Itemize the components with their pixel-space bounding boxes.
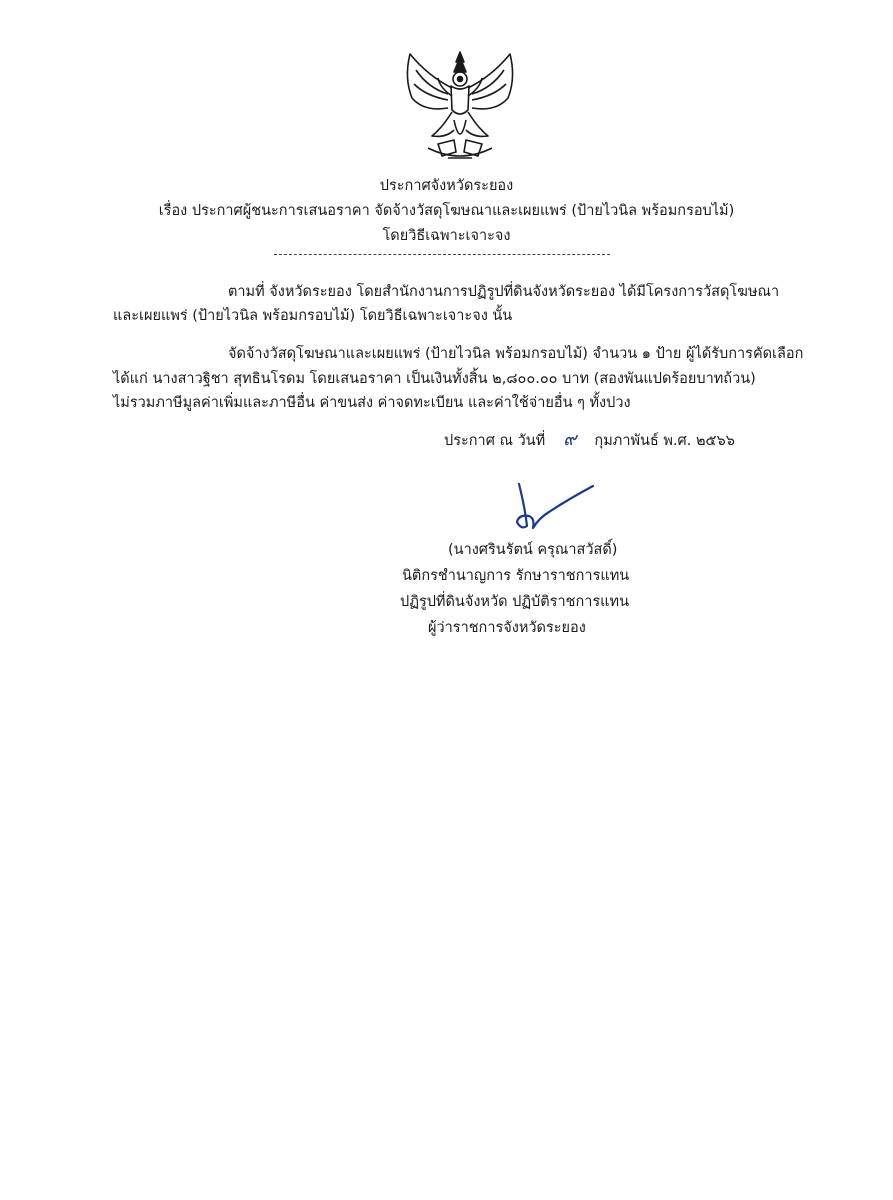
paragraph-2-line-1: จัดจ้างวัสดุโฆษณาและเผยแพร่ (ป้ายไวนิล พร้อมกรอบไม้) จำนวน ๑ ป้าย ผู้ได้รับการคัดเลือก — [228, 346, 804, 362]
announce-date — [444, 430, 735, 451]
signatory-position-1: นิติกรชำนาญการ รักษาราชการแทน — [402, 568, 630, 584]
announce-date-month-year: กุมภาพันธ์ พ.ศ. ๒๕๖๖ — [594, 433, 735, 449]
paragraph-1-line-1: ตามที่ จังหวัดระยอง โดยสำนักงานการปฏิรูปที่ดินจังหวัดระยอง ได้มีโครงการวัสดุโฆษณา — [228, 284, 780, 300]
handwritten-signature — [505, 478, 601, 536]
garuda-emblem-icon — [398, 48, 522, 164]
announce-date-prefix: ประกาศ ณ วันที่ — [444, 433, 546, 449]
paragraph-2-line-2: ได้แก่ นางสาวฐิชา สุทธินโรดม โดยเสนอราคา เป็นเงินทั้งสิ้น ๒,๘๐๐.๐๐ บาท (สองพันแปดร้อยบาทถ้วน) — [113, 371, 756, 387]
signatory-name: (นางศรินรัตน์ ครุณาสวัสดิ์) — [448, 542, 618, 558]
signatory-position-2: ปฏิรูปที่ดินจังหวัด ปฏิบัติราชการแทน — [400, 594, 629, 610]
heading-divider — [274, 254, 610, 255]
issuer-heading: ประกาศจังหวัดระยอง — [379, 178, 514, 194]
announce-date-day: ๙ — [563, 429, 577, 450]
paragraph-2-line-3: ไม่รวมภาษีมูลค่าเพิ่มและภาษีอื่น ค่าขนส่ง ค่าจดทะเบียน และค่าใช้จ่ายอื่น ๆ ทั้งปวง — [113, 395, 631, 411]
paragraph-1-line-2: และเผยแพร่ (ป้ายไวนิล พร้อมกรอบไม้) โดยวิธีเฉพาะเจาะจง นั้น — [113, 308, 513, 324]
subject-heading: เรื่อง ประกาศผู้ชนะการเสนอราคา จัดจ้างวัสดุโฆษณาและเผยแพร่ (ป้ายไวนิล พร้อมกรอบไม้) — [158, 203, 735, 219]
signatory-position-3: ผู้ว่าราชการจังหวัดระยอง — [428, 620, 586, 636]
method-heading: โดยวิธีเฉพาะเจาะจง — [382, 228, 511, 244]
